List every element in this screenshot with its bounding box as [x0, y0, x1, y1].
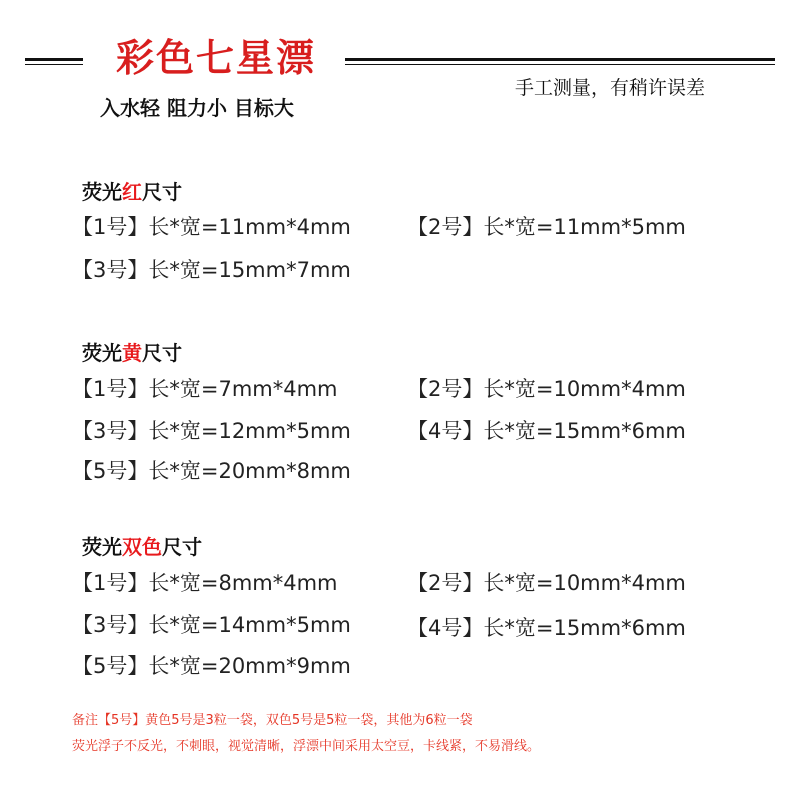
- section-heading-highlight: 红: [122, 180, 142, 204]
- slogan: 入水轻 阻力小 目标大: [100, 96, 294, 120]
- size-item: 【5号】长*宽=20mm*8mm: [72, 459, 351, 483]
- section-heading-prefix: 荧光: [82, 535, 122, 559]
- size-item: 【3号】长*宽=12mm*5mm: [72, 419, 351, 443]
- section-heading-red: [82, 176, 182, 205]
- section-heading-suffix: 尺寸: [162, 535, 202, 559]
- size-item: 【2号】长*宽=10mm*4mm: [407, 377, 686, 401]
- size-item: 【3号】长*宽=14mm*5mm: [72, 613, 351, 637]
- size-item: 【2号】长*宽=10mm*4mm: [407, 571, 686, 595]
- section-heading-prefix: 荧光: [82, 180, 122, 204]
- section-heading-bicolor: [82, 531, 202, 560]
- footnote-packaging: 备注【5号】黄色5号是3粒一袋，双色5号是5粒一袋，其他为6粒一袋: [72, 713, 473, 728]
- size-item: 【1号】长*宽=8mm*4mm: [72, 571, 338, 595]
- size-item: 【4号】长*宽=15mm*6mm: [407, 616, 686, 640]
- section-heading-highlight: 双色: [122, 535, 162, 559]
- header-rule-right: [345, 58, 775, 61]
- section-heading-yellow: [82, 337, 182, 366]
- size-item: 【4号】长*宽=15mm*6mm: [407, 419, 686, 443]
- size-item: 【1号】长*宽=7mm*4mm: [72, 377, 338, 401]
- measurement-note: 手工测量，有稍许误差: [515, 77, 706, 99]
- section-heading-suffix: 尺寸: [142, 341, 182, 365]
- section-heading-highlight: 黄: [122, 341, 142, 365]
- section-heading-suffix: 尺寸: [142, 180, 182, 204]
- size-item: 【1号】长*宽=11mm*4mm: [72, 215, 351, 239]
- size-item: 【3号】长*宽=15mm*7mm: [72, 258, 351, 282]
- section-heading-prefix: 荧光: [82, 341, 122, 365]
- size-item: 【2号】长*宽=11mm*5mm: [407, 215, 686, 239]
- footnote-features: 荧光浮子不反光，不刺眼，视觉清晰，浮漂中间采用太空豆，卡线紧，不易滑线。: [72, 739, 541, 754]
- size-item: 【5号】长*宽=20mm*9mm: [72, 654, 351, 678]
- header-rule-right-thin: [345, 64, 775, 65]
- header-rule-left: [25, 58, 83, 61]
- header-rule-left-thin: [25, 64, 83, 65]
- page-title: 彩色七星漂: [115, 36, 316, 80]
